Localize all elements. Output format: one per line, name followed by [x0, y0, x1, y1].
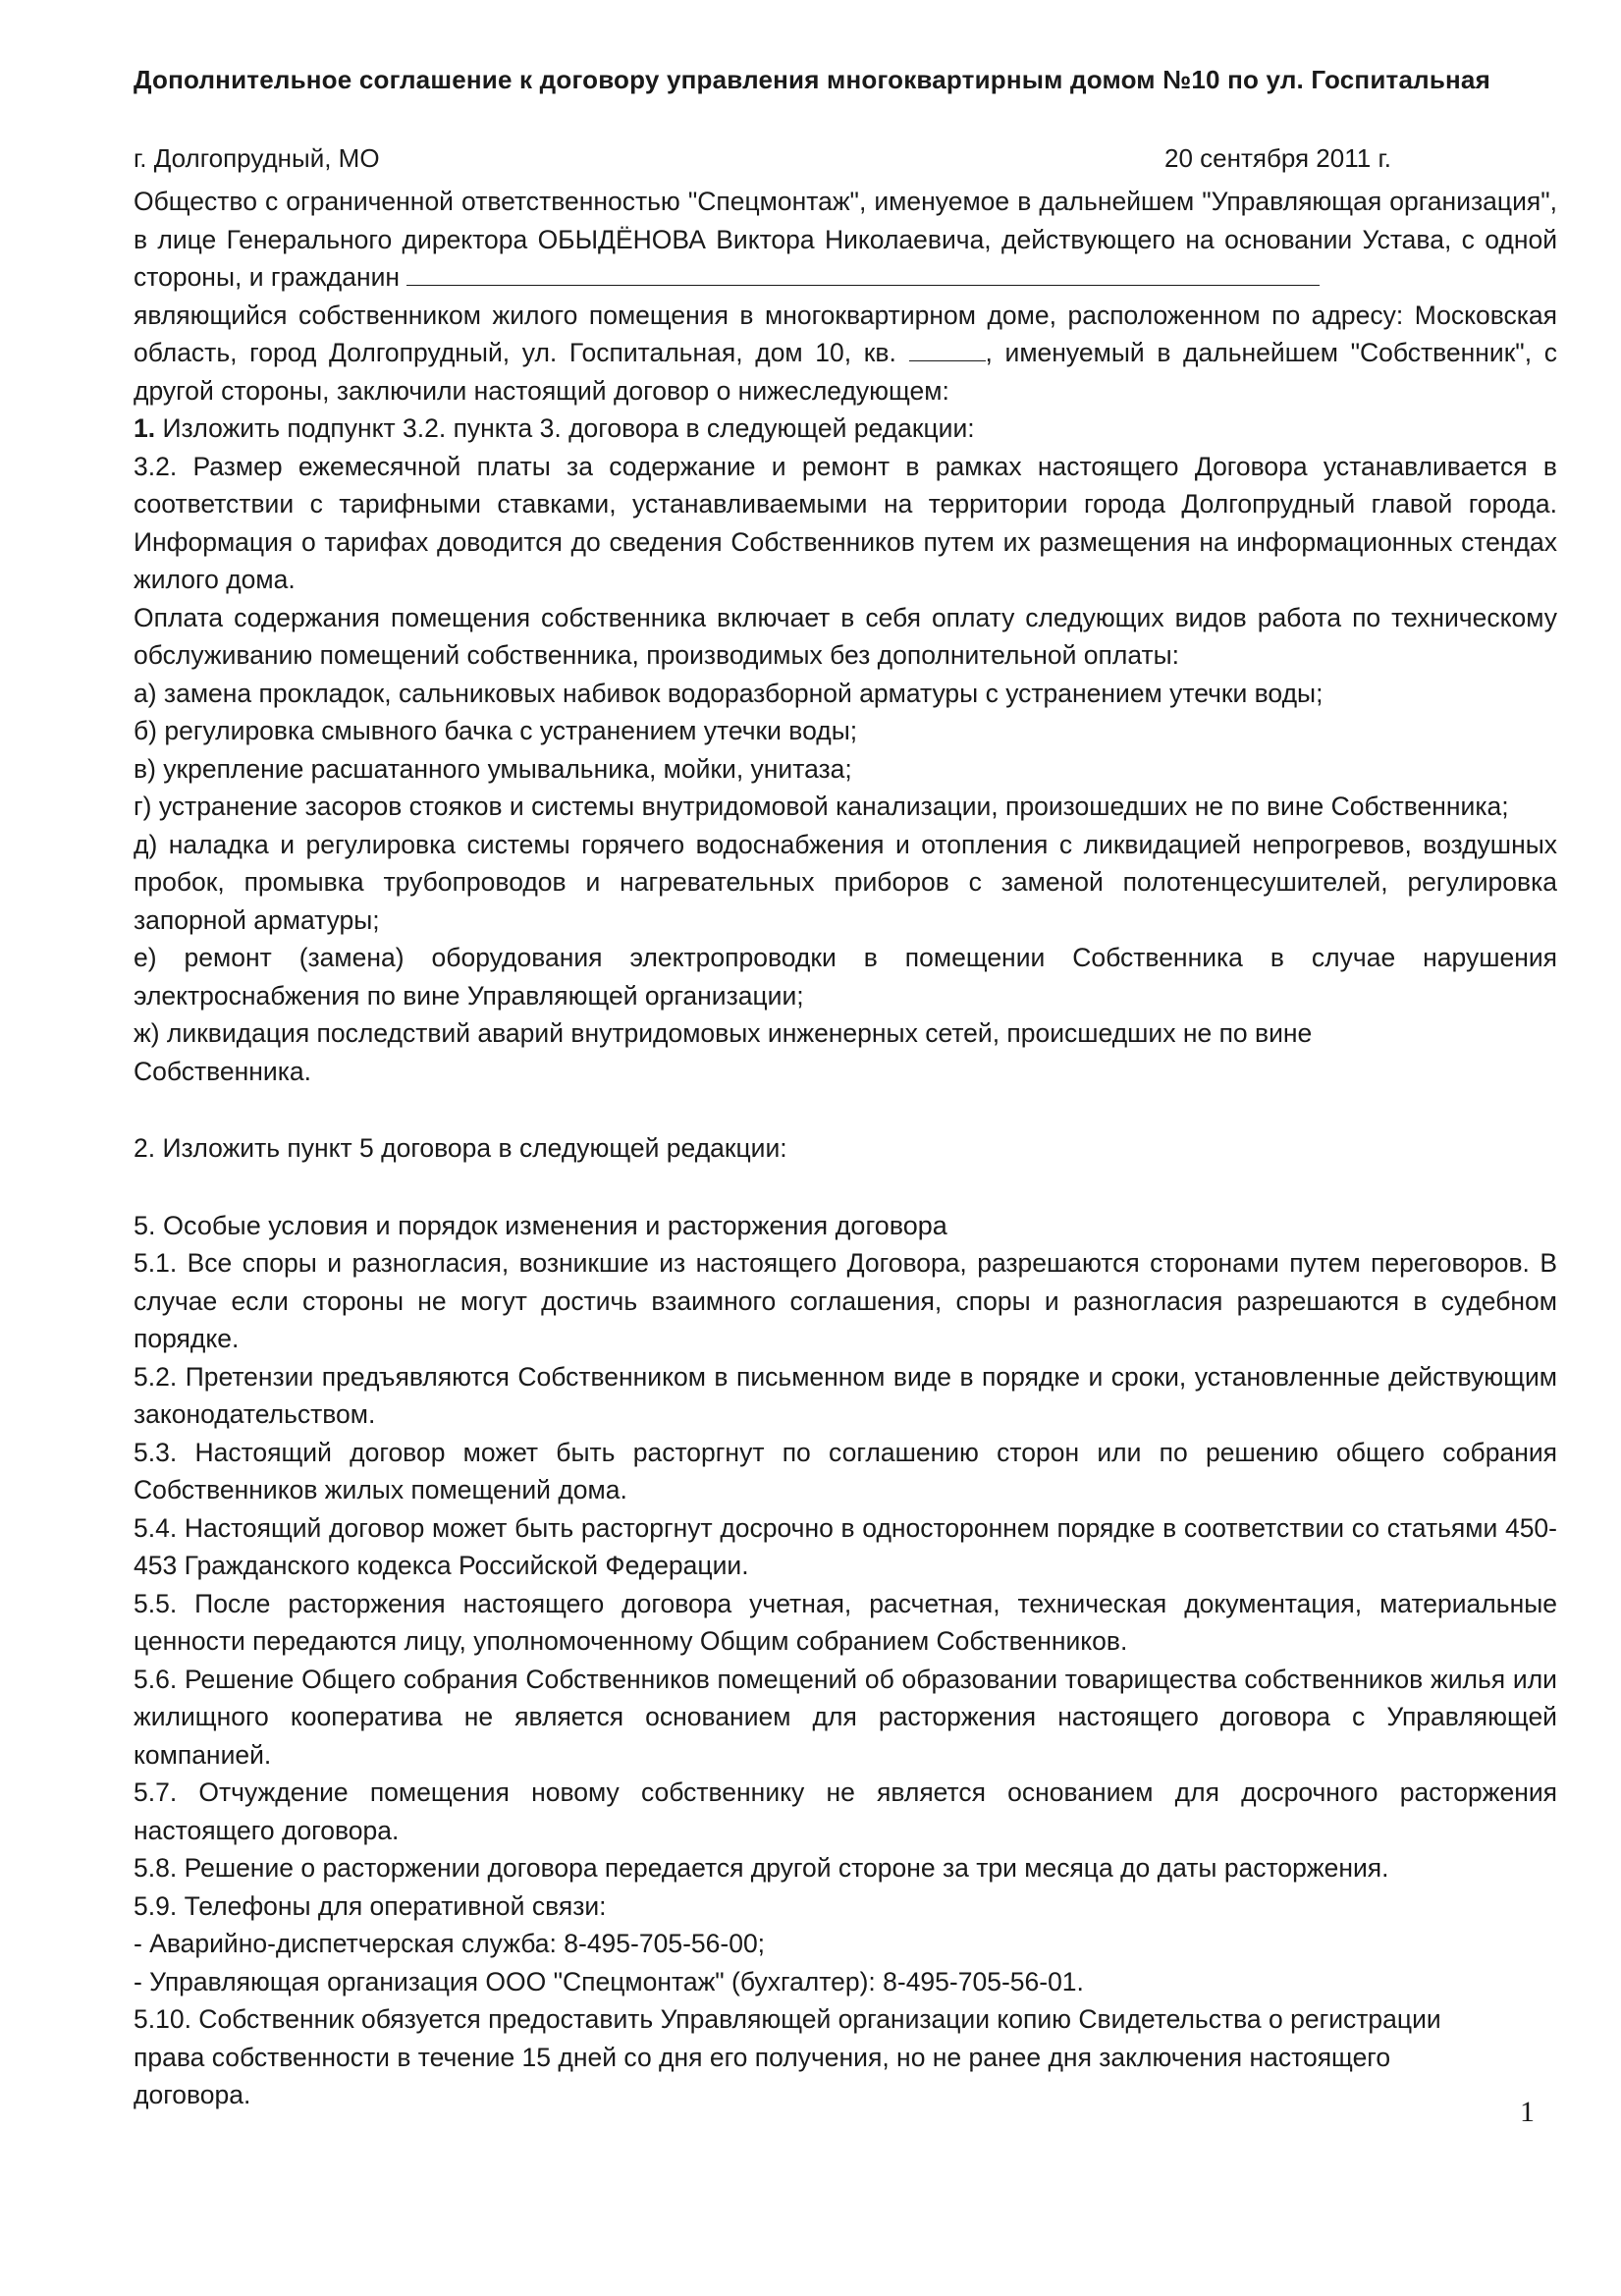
work-item: д) наладка и регулировка системы горячего водоснабжения и отопления с ликвидацией непрогревов, воздушных пробок, промывка трубопроводов и нагревательных приборов с заменой полотенцесушителей, регулировка запорной арматуры; — [134, 829, 1557, 935]
section-5-heading: 5. Особые условия и порядок изменения и расторжения договора — [134, 1210, 947, 1240]
work-item: е) ремонт (замена) оборудования электропроводки в помещении Собственника в случае нарушения электроснабжения по вине Управляющей организации; — [134, 943, 1557, 1011]
work-item: г) устранение засоров стояков и системы внутридомовой канализации, произошедших не по вине Собственника; — [134, 792, 1509, 821]
intro-paragraph-1 — [134, 183, 1557, 297]
citizen-name-blank — [406, 263, 1320, 286]
section-5-clause: 5.4. Настоящий договор может быть расторгнут досрочно в одностороннем порядке в соответствии со статьями 450-453 Гражданского кодекса Российской Федерации. — [134, 1512, 1557, 1580]
section-5-clause: 5.8. Решение о расторжении договора передается другой стороне за три месяца до даты расторжения. — [134, 1853, 1389, 1883]
item-2: 2. Изложить пункт 5 договора в следующей редакции: — [134, 1133, 787, 1163]
spacer — [134, 1090, 1557, 1129]
section-5-clause: 5.6. Решение Общего собрания Собственников помещений об образовании товарищества собственников жилья или жилищного кооператива не является основанием для расторжения настоящего договора с Управляющей компанией. — [134, 1664, 1557, 1770]
page-number: 1 — [1520, 2096, 1535, 2128]
document-date: 20 сентября 2011 г. — [1164, 143, 1391, 173]
item-1-text: Изложить подпункт 3.2. пункта 3. договора в следующей редакции: — [155, 413, 975, 443]
phone-line: - Аварийно-диспетчерская служба: 8-495-705-56-00; — [134, 1929, 766, 1958]
section-5-clause: 5.10. Собственник обязуется предоставить Управляющей организации копию Свидетельства о регистрации права собственности в течение 15 дней со дня его получения, но не ранее дня заключения настоящего договора. — [134, 2004, 1441, 2109]
intro-text-1: Общество с ограниченной ответственностью "Спецмонтаж", именуемое в дальнейшем "Управляющая организация", в лице Генерального директора ОБЫДЁНОВА Виктора Николаевича, действующего на основании Устава, с одной стороны, и гражданин — [134, 187, 1557, 292]
work-item: ж) ликвидация последствий аварий внутридомовых инженерных сетей, происшедших не по вине Собственника. — [134, 1018, 1313, 1086]
section-5-clause: 5.1. Все споры и разногласия, возникшие из настоящего Договора, разрешаются сторонами путем переговоров. В случае если стороны не могут достичь взаимного соглашения, споры и разногласия разрешаются в судебном порядке. — [134, 1248, 1557, 1353]
work-item: б) регулировка смывного бачка с устранением утечки воды; — [134, 716, 858, 745]
document-title: Дополнительное соглашение к договору управления многоквартирным домом №10 по ул. Госпитальная — [134, 65, 1490, 94]
section-5-clause: 5.9. Телефоны для оперативной связи: — [134, 1890, 607, 1921]
payment-intro: Оплата содержания помещения собственника включает в себя оплату следующих видов работа по техническому обслуживанию помещений собственника, производимых без дополнительной оплаты: — [134, 602, 1557, 670]
clause-3-2: 3.2. Размер ежемесячной платы за содержание и ремонт в рамках настоящего Договора устанавливается в соответствии с тарифными ставками, устанавливаемыми на территории города Долгопрудный главой города. Информация о тарифах доводится до сведения Собственников путем их размещения на информационных стендах жилого дома. — [134, 451, 1557, 594]
item-1-number: 1. — [134, 413, 156, 443]
intro-text-3: , именуемый в дальнейшем "Собственник", с другой стороны, заключили настоящий договор о нижеследующем: — [134, 338, 1557, 406]
section-5-clause: 5.5. После расторжения настоящего договора учетная, расчетная, техническая документация, материальные ценности передаются лицу, уполномоченному Общим собранием Собственников. — [134, 1588, 1557, 1656]
section-5-clause: 5.2. Претензии предъявляются Собственником в письменном виде в порядке и сроки, установленные действующим законодательством. — [134, 1361, 1557, 1429]
spacer — [134, 1168, 1557, 1207]
place-date-line — [134, 143, 1410, 174]
section-5-clause: 5.3. Настоящий договор может быть расторгнут по соглашению сторон или по решению общего собрания Собственников жилых помещений дома. — [134, 1437, 1557, 1504]
intro-text-2: являющийся собственником жилого помещения в многоквартирном доме, расположенном по адресу: Московская область, город Долгопрудный, ул. Госпитальная, дом 10, кв. — [134, 300, 1557, 367]
document-body — [134, 183, 1557, 2114]
section-5-clause: 5.7. Отчуждение помещения новому собственнику не является основанием для досрочного расторжения настоящего договора. — [134, 1777, 1557, 1845]
item-1 — [134, 410, 1557, 448]
intro-paragraph-2 — [134, 297, 1557, 410]
apartment-number-blank — [909, 339, 986, 361]
work-item: а) замена прокладок, сальниковых набивок водоразборной арматуры с устранением утечки воды; — [134, 678, 1324, 708]
work-item: в) укрепление расшатанного умывальника, мойки, унитаза; — [134, 753, 852, 784]
city: г. Долгопрудный, МО — [134, 143, 380, 173]
phone-line: - Управляющая организация ООО "Спецмонтаж" (бухгалтер): 8-495-705-56-01. — [134, 1966, 1084, 1996]
